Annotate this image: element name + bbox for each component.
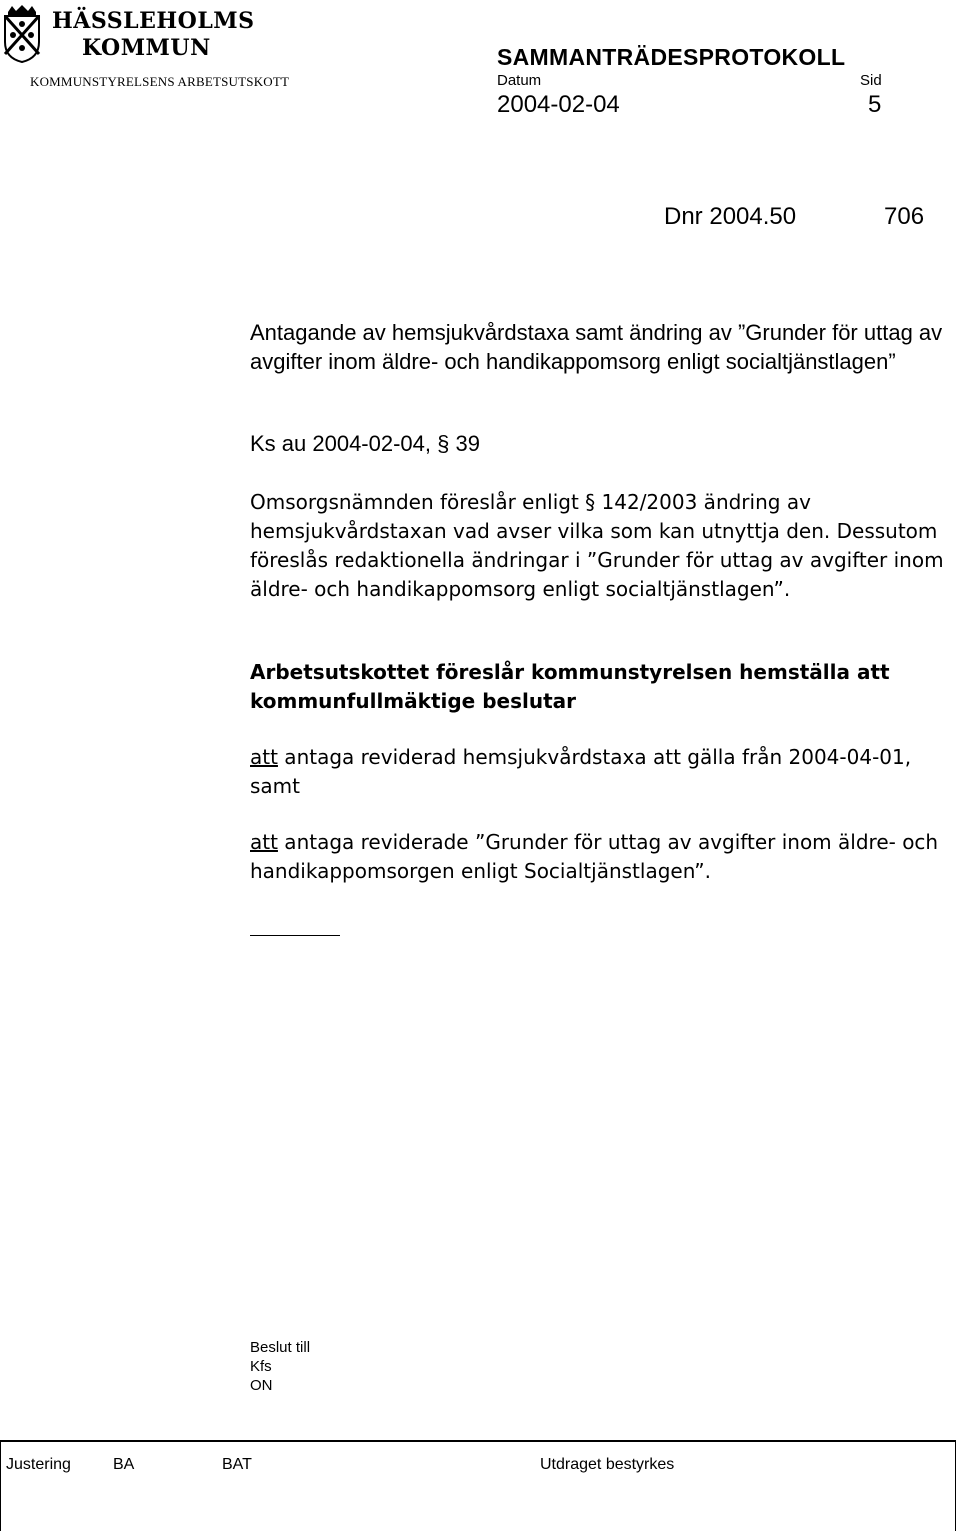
coat-of-arms-logo: [2, 4, 42, 64]
distribution-recipient: ON: [250, 1377, 273, 1394]
distribution-list: [250, 1338, 310, 1395]
diary-number-label: Dnr 2004.50: [664, 203, 797, 230]
section-title: Antagande av hemsjukvårdstaxa samt ändring av ”Grunder för uttag av avgifter inom äldre- och handikappomsorg enligt socialtjänstlagen”: [250, 320, 943, 374]
footer-certified-label: Utdraget bestyrkes: [540, 1456, 675, 1473]
diary-number: 706: [884, 203, 925, 230]
decision-keyword: att: [250, 745, 278, 769]
footer-initials-1: BA: [113, 1456, 135, 1473]
decision-item: [250, 828, 956, 886]
date-label: Datum: [497, 72, 542, 89]
organization-name: [52, 8, 255, 62]
decision-text: antaga reviderad hemsjukvårdstaxa att gälla från 2004-04-01, samt: [250, 745, 912, 798]
proposal-heading: Arbetsutskottet föreslår kommunstyrelsen hemställa att kommunfullmäktige beslutar: [250, 660, 890, 713]
page-number: 5: [868, 91, 882, 118]
meeting-date: 2004-02-04: [497, 91, 620, 118]
end-rule: [250, 935, 340, 936]
footer-justering-label: Justering: [6, 1456, 71, 1473]
footer-initials-2: BAT: [222, 1456, 252, 1473]
document-type: SAMMANTRÄDESPROTOKOLL: [497, 44, 846, 70]
distribution-recipient: Kfs: [250, 1358, 272, 1375]
body-paragraph: Omsorgsnämnden föreslår enligt § 142/2003 ändring av hemsjukvårdstaxan vad avser vilka som kan utnyttja den. Dessutom föreslås redaktionella ändringar i ”Grunder för uttag av avgifter inom äldre- och handikappomsorg enligt socialtjänstlagen”.: [250, 490, 944, 601]
decision-keyword: att: [250, 830, 278, 854]
committee-name: KOMMUNSTYRELSENS ARBETSUTSKOTT: [30, 74, 290, 89]
org-name-line1: HÄSSLEHOLMS: [52, 8, 255, 34]
decision-item: [250, 743, 956, 801]
footer-rule: [0, 1440, 956, 1442]
distribution-label: Beslut till: [250, 1339, 311, 1356]
decision-text: antaga reviderade ”Grunder för uttag av avgifter inom äldre- och handikappomsorgen enligt Socialtjänstlagen”.: [250, 830, 939, 883]
footer-divider: [955, 1441, 956, 1531]
org-name-line2: KOMMUN: [82, 35, 211, 61]
footer-divider: [0, 1441, 1, 1531]
page-label: Sid: [860, 72, 882, 89]
reference: Ks au 2004-02-04, § 39: [250, 431, 480, 456]
